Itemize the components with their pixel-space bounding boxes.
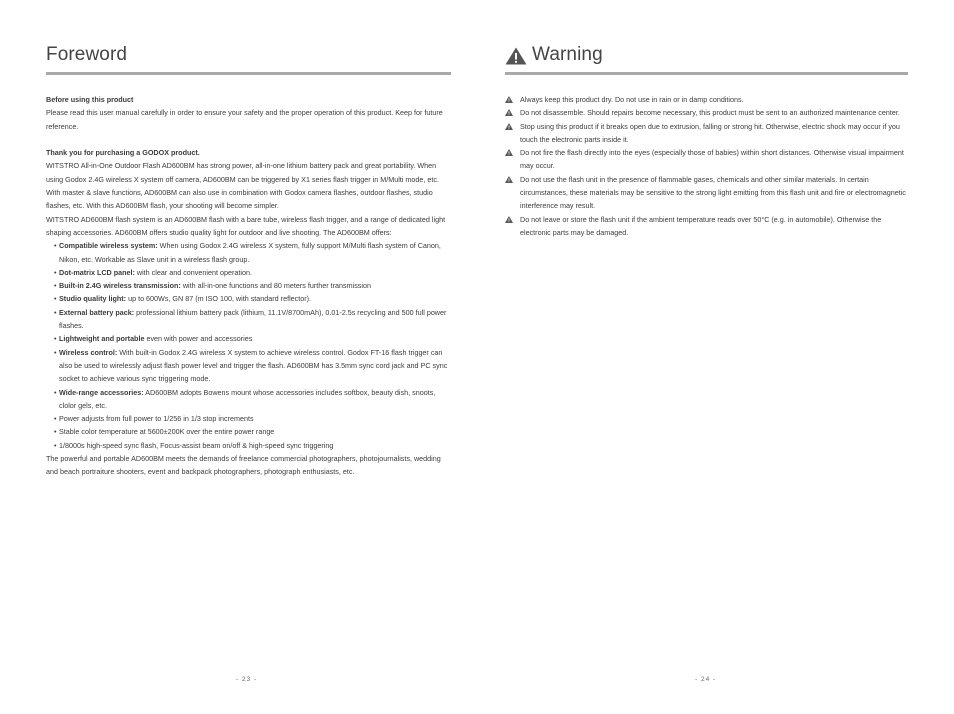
feature-item: • Stable color temperature at 5600±200K over the entire power range: [54, 427, 275, 437]
warning-triangle-icon: [505, 109, 513, 116]
warning-divider: [505, 72, 908, 75]
warning-triangle-icon: [505, 47, 527, 65]
feature-item: • Compatible wireless system: When using Godox 2.4G wireless X system, fully support M/Multi flash system of Canon, Nikon, etc. Workable as Slave unit in a wireless flash group.: [54, 241, 441, 264]
feature-item: • Wide-range accessories: AD600BM adopts Bowens mount whose accessories includes softbox, beauty dish, snoots, clolor gels, etc.: [54, 387, 436, 410]
feature-item: • Wireless control: With built-in Godox 2.4G wireless X system to achieve wireless control. Godox FT-16 flash trigger can also be used to wirelessly adjust flash power level and trigger the flash. AD600BM has 3.5mm sync cord jack and PC sync socket to achieve various sync triggering mode.: [54, 347, 448, 384]
warning-item: Stop using this product if it breaks open due to extrusion, falling or strong hit. Otherwise, electric shock may occur if you touch the electronic parts inside it.: [505, 120, 908, 147]
warning-heading-row: [505, 44, 603, 66]
feature-item: • Lightweight and portable even with power and accessories: [54, 334, 253, 344]
warning-triangle-icon: [505, 123, 513, 130]
feature-item: • 1/8000s high-speed sync flash, Focus-assist beam on/off & high-speed sync triggering: [54, 440, 334, 450]
warning-title: Warning: [532, 44, 603, 65]
warning-triangle-icon: [505, 216, 513, 223]
warning-triangle-icon: [505, 176, 513, 183]
page-number: - 23 -: [236, 676, 258, 683]
paragraph-1: WITSTRO All-in-One Outdoor Flash AD600BM has strong power, all-in-one lithium battery pack and great portability. When using Godox 2.4G wireless X system off camera, AD600BM can be triggered by X1 series flash trigger in M/Multi mode, etc. With master & slave functions, AD600BM can also use in combination with Godox camera flashes, outdoor flashes, studio flashes, etc. With this AD600BM flash, your shooting will become simpler.: [46, 161, 439, 211]
warning-item: Do not leave or store the flash unit if the ambient temperature reads over 50°C (e.g. in automobile). Otherwise the electronic parts may be damaged.: [505, 213, 908, 240]
warning-triangle-icon: [505, 96, 513, 103]
warning-list: [505, 93, 908, 239]
warning-item: Always keep this product dry. Do not use in rain or in damp conditions.: [505, 93, 908, 106]
feature-list: [46, 239, 451, 452]
thanks-heading: Thank you for purchasing a GODOX product.: [46, 148, 200, 158]
foreword-title: Foreword: [46, 44, 128, 65]
foreword-content: [46, 93, 451, 479]
foreword-heading-row: [46, 44, 127, 66]
feature-item: • Power adjusts from full power to 1/256 in 1/3 stop increments: [54, 414, 254, 424]
spacer: [46, 133, 451, 146]
paragraph-2: WITSTRO AD600BM flash system is an AD600BM flash with a bare tube, wireless flash trigger, and a range of dedicated light shaping accessories. AD600BM offers studio quality light for outdoor and live shooting. The AD600BM offers:: [46, 214, 446, 237]
feature-item: • Studio quality light: up to 600Ws, GN 87 (m ISO 100, with standard reflector).: [54, 294, 312, 304]
feature-item: • Built-in 2.4G wireless transmission: with all-in-one functions and 80 meters further transmission: [54, 281, 371, 291]
warning-triangle-icon: [505, 149, 513, 156]
foreword-divider: [46, 72, 451, 75]
feature-item: • Dot-matrix LCD panel: with clear and convenient operation.: [54, 267, 252, 277]
closing-paragraph: The powerful and portable AD600BM meets the demands of freelance commercial photographers, photojournalists, wedding and beach portraiture shooters, event and backpack photographers, photograph enthusiasts, etc.: [46, 454, 441, 477]
warning-item: Do not disassemble. Should repairs become necessary, this product must be sent to an authorized maintenance center.: [505, 106, 908, 119]
intro-heading: Before using this product: [46, 95, 134, 104]
warning-item: Do not fire the flash directly into the eyes (especially those of babies) within short distances. Otherwise visual impairment may occur.: [505, 146, 908, 173]
page-number: - 24 -: [695, 676, 717, 683]
warning-page: [505, 0, 908, 714]
foreword-page: [46, 0, 451, 714]
intro-text: Please read this user manual carefully in order to ensure your safety and the proper operation of this product. Keep for future reference.: [46, 108, 443, 131]
warning-item: Do not use the flash unit in the presence of flammable gases, chemicals and other similar materials. In certain circumstances, these materials may be sensitive to the strong light emitting from this flash unit and fire or electromagnetic interference may result.: [505, 173, 908, 213]
feature-item: • External battery pack: professional lithium battery pack (lithium, 11.1V/8700mAh), 0.01-2.5s recycling and 500 full power flashes.: [54, 307, 447, 331]
